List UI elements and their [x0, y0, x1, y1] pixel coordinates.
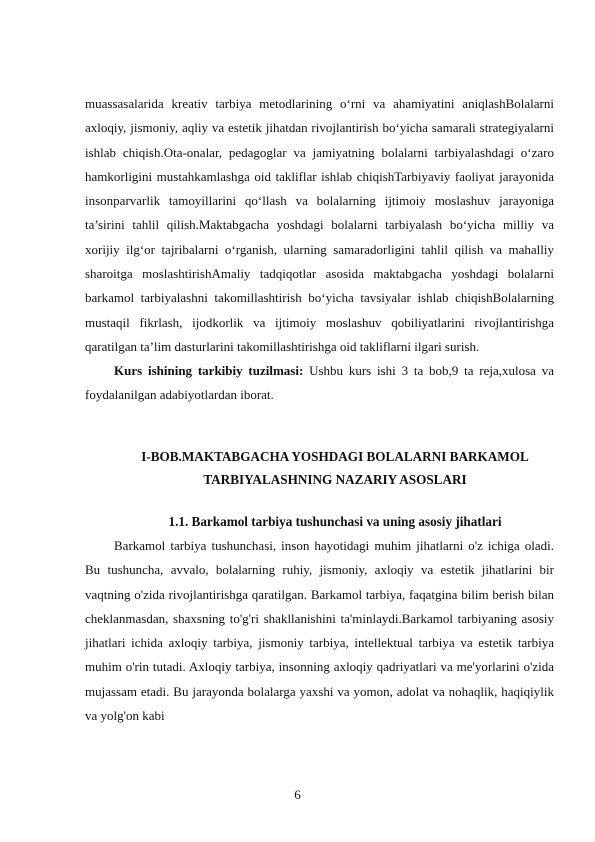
structure-label: Kurs ishining tarkibiy tuzilmasi:	[114, 363, 304, 378]
page-number: 6	[294, 787, 301, 802]
section-paragraph: Barkamol tarbiya tushunchasi, inson hayotidagi muhim jihatlarni o'z ichiga oladi. Bu tushuncha, avvalo, bolalarning ruhiy, jismoniy, axloqiy va estetik jihatlarini bir vaqtning o'zida rivojlantirishga qaratilgan. Barkamol tarbiya, faqatgina bilim berish bilan cheklanmasdan, shaxsning to'g'ri shakllanishini ta'minlaydi.Barkamol tarbiyaning asosiy jihatlari ichida axloqiy tarbiya, jismoniy tarbiya, intellektual tarbiya va estetik tarbiya muhim o'rin tutadi. Axloqiy tarbiya, insonning axloqiy qadriyatlari va me'yorlarini o'zida mujassam etadi. Bu jarayonda bolalarga yaxshi va yomon, adolat va nohaqlik, haqiqiylik va yolg'on kabi	[85, 538, 554, 724]
chapter-title: I-BOB.MAKTABGACHA YOSHDAGI BOLALARNI BARKAMOL TARBIYALASHNING NAZARIY ASOSLARI	[141, 449, 529, 487]
structure-paragraph	[85, 359, 554, 408]
structure-text: Ushbu kurs ishi 3 ta bob,9 ta reja,xulosa va foydalanilgan adabiyotlardan iborat.	[85, 363, 554, 403]
section-title: 1.1. Barkamol tarbiya tushunchasi va uning asosiy jihatlari	[168, 514, 502, 529]
intro-paragraph: muassasalarida kreativ tarbiya metodlarining o‘rni va ahamiyatini aniqlashBolalarni axloqiy, jismoniy, aqliy va estetik jihatdan rivojlantirish bo‘yicha samarali strategiyalarni ishlab chiqish.Ota-onalar, pedagoglar va jamiyatning bolalarni tarbiyalashdagi o‘zaro hamkorligini mustahkamlashga oid takliflar ishlab chiqishTarbiyaviy faoliyat jarayonida insonparvarlik tamoyillarini qo‘llash va bolalarning ijtimoiy moslashuv jarayoniga ta’sirini tahlil qilish.Maktabgacha yoshdagi bolalarni tarbiyalash bo‘yicha milliy va xorijiy ilg‘or tajribalarni o‘rganish, ularning samaradorligini tahlil qilish va mahalliy sharoitga moslashtirishAmaliy tadqiqotlar asosida maktabgacha yoshdagi bolalarni barkamol tarbiyalashni takomillashtirish bo‘yicha tavsiyalar ishlab chiqishBolalarning mustaqil fikrlash, ijodkorlik va ijtimoiy moslashuv qobiliyatlarini rivojlantirishga qaratilgan ta’lim dasturlarini takomillashtirishga oid takliflarni ilgari surish.	[85, 96, 554, 354]
